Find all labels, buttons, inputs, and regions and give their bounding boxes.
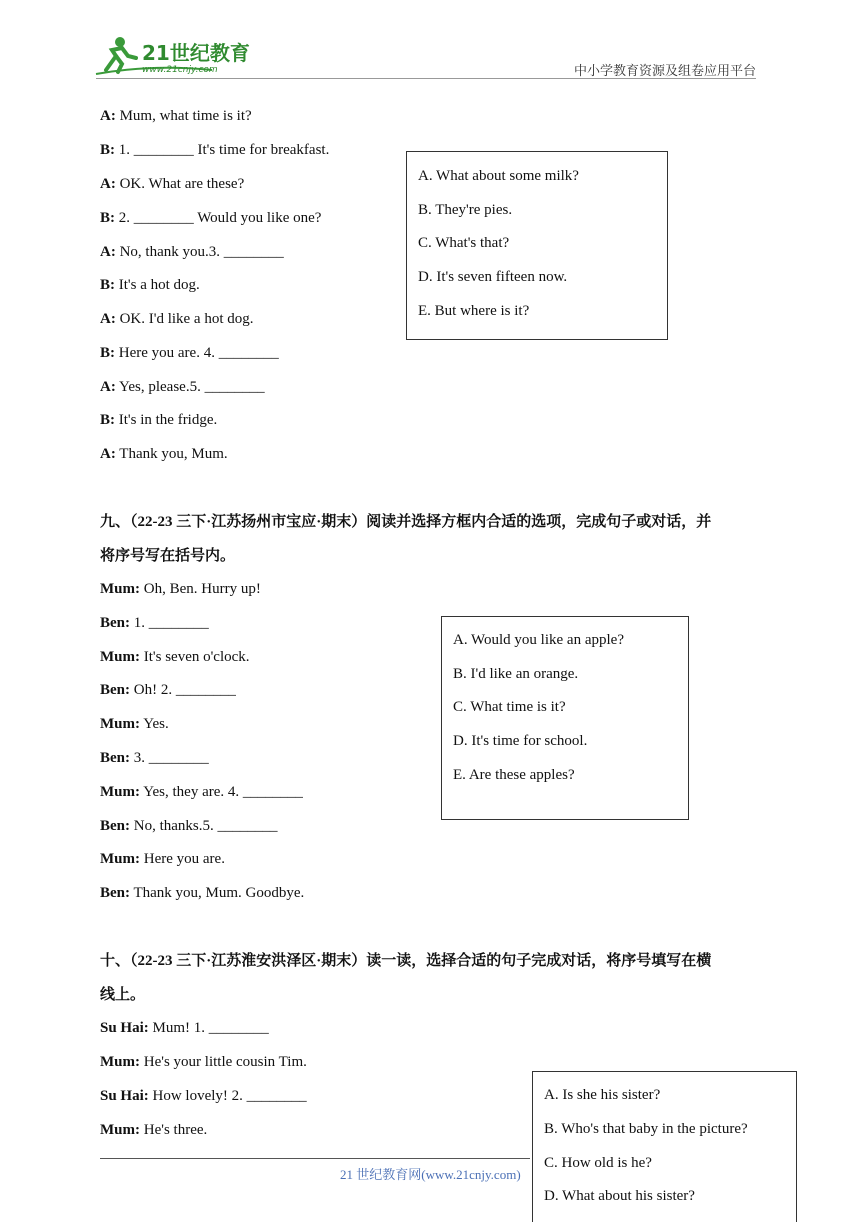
option-item: D. What about his sister? — [544, 1188, 695, 1204]
option-item: D. It's seven fifteen now. — [418, 269, 568, 285]
options-box-2 — [441, 616, 689, 820]
option-item: B. Who's that baby in the picture? — [544, 1121, 748, 1137]
dialog-line: Su Hai: Mum! 1. ________ — [100, 1020, 269, 1036]
option-item: B. They're pies. — [418, 202, 513, 218]
dialog-line: B: 2. ________ Would you like one? — [100, 210, 322, 226]
site-logo — [92, 34, 262, 78]
section-9-heading: 九、（22-23 三下·江苏扬州市宝应·期末）阅读并选择方框内合适的选项，完成句子或对话，并 — [100, 514, 712, 530]
option-item: B. I'd like an orange. — [453, 666, 579, 682]
runner-logo-icon — [92, 34, 262, 78]
dialog-line: A: No, thank you.3. ________ — [100, 244, 284, 260]
dialog-line: B: It's a hot dog. — [100, 277, 200, 293]
options-box-3 — [532, 1071, 797, 1222]
dialog-line: A: Mum, what time is it? — [100, 108, 252, 124]
dialog-line: Ben: 3. ________ — [100, 750, 209, 766]
option-item: C. What time is it? — [453, 699, 566, 715]
dialog-line: A: Thank you, Mum. — [100, 446, 228, 462]
dialog-line: B: 1. ________ It's time for breakfast. — [100, 142, 330, 158]
section-9-heading-cont: 将序号写在括号内。 — [100, 548, 236, 564]
dialog-line: Mum: He's three. — [100, 1122, 208, 1138]
dialog-line: Mum: Oh, Ben. Hurry up! — [100, 581, 261, 597]
dialog-line: A: OK. What are these? — [100, 176, 245, 192]
dialog-line: A: Yes, please.5. ________ — [100, 379, 265, 395]
header-divider — [96, 78, 756, 79]
svg-text:21世纪教育: 21世纪教育 — [142, 41, 250, 65]
section-10-heading-cont: 线上。 — [100, 987, 146, 1003]
dialog-line: B: Here you are. 4. ________ — [100, 345, 279, 361]
option-item: E. Are these apples? — [453, 767, 575, 783]
dialog-line: Mum: Yes, they are. 4. ________ — [100, 784, 303, 800]
dialog-line: Ben: No, thanks.5. ________ — [100, 818, 278, 834]
dialog-line: Ben: Oh! 2. ________ — [100, 682, 236, 698]
dialog-line: A: OK. I'd like a hot dog. — [100, 311, 254, 327]
dialog-line: B: It's in the fridge. — [100, 412, 218, 428]
dialog-line: Mum: Yes. — [100, 716, 169, 732]
svg-text:www.21cnjy.com: www.21cnjy.com — [142, 65, 218, 75]
dialog-line: Su Hai: How lovely! 2. ________ — [100, 1088, 307, 1104]
option-item: E. But where is it? — [418, 303, 530, 319]
dialog-line: Mum: It's seven o'clock. — [100, 649, 250, 665]
footer-source: 21 世纪教育网(www.21cnjy.com) — [340, 1167, 521, 1182]
options-box-1 — [406, 151, 668, 340]
option-item: C. What's that? — [418, 235, 510, 251]
dialog-line: Mum: Here you are. — [100, 851, 225, 867]
option-item: C. How old is he? — [544, 1155, 652, 1171]
option-item: A. What about some milk? — [418, 168, 579, 184]
dialog-line: Ben: 1. ________ — [100, 615, 209, 631]
option-item: A. Is she his sister? — [544, 1087, 661, 1103]
platform-title: 中小学教育资源及组卷应用平台 — [573, 63, 756, 78]
dialog-line: Mum: He's your little cousin Tim. — [100, 1054, 307, 1070]
dialog-line: Ben: Thank you, Mum. Goodbye. — [100, 885, 305, 901]
option-item: A. Would you like an apple? — [453, 632, 624, 648]
option-item: D. It's time for school. — [453, 733, 588, 749]
section-10-heading: 十、（22-23 三下·江苏淮安洪泽区·期末）读一读，选择合适的句子完成对话，将序号填写在横 — [100, 953, 712, 969]
footer-divider — [100, 1158, 530, 1159]
